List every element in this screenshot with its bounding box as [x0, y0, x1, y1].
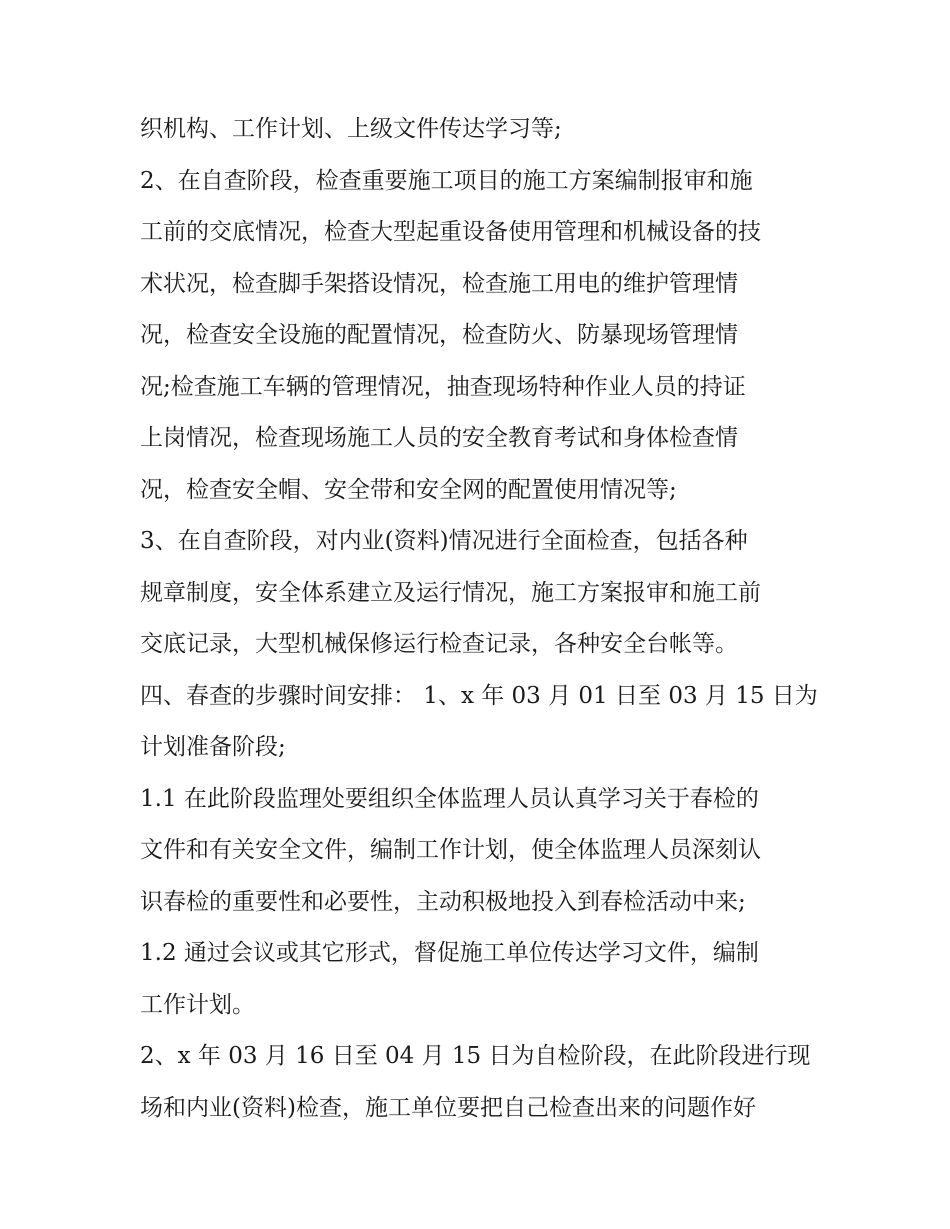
text-line-12: 四、春查的步骤时间安排： 1、x 年 03 月 01 日至 03 月 15 日为	[140, 682, 818, 709]
body-text	[140, 104, 830, 1134]
text-line-5: 况，检查安全设施的配置情况，检查防火、防暴现场管理情	[140, 322, 738, 348]
text-line-2: 2、在自查阶段，检查重要施工项目的施工方案编制报审和施	[140, 167, 753, 194]
text-line-10: 规章制度，安全体系建立及运行情况，施工方案报审和施工前	[140, 579, 761, 606]
text-line-18: 工作计划。	[140, 991, 255, 1018]
text-line-19: 2、x 年 03 月 16 日至 04 月 15 日为自检阶段，在此阶段进行现	[140, 1043, 811, 1069]
text-line-7: 上岗情况，检查现场施工人员的安全教育考试和身体检查情	[140, 425, 738, 451]
text-line-20: 场和内业(资料)检查，施工单位要把自己检查出来的问题作好	[140, 1094, 756, 1121]
text-line-14: 1.1 在此阶段监理处要组织全体监理人员认真学习关于春检的	[140, 785, 759, 812]
text-line-17: 1.2 通过会议或其它形式，督促施工单位传达学习文件，编制	[140, 940, 759, 966]
text-line-9: 3、在自查阶段，对内业(资料)情况进行全面检查，包括各种	[140, 528, 748, 554]
text-line-4: 术状况，检查脚手架搭设情况，检查施工用电的维护管理情	[140, 270, 738, 297]
text-line-8: 况，检查安全帽、安全带和安全网的配置使用情况等;	[140, 476, 677, 503]
text-line-3: 工前的交底情况，检查大型起重设备使用管理和机械设备的技	[140, 219, 761, 245]
text-line-16: 识春检的重要性和必要性，主动积极地投入到春检活动中来;	[140, 888, 746, 915]
text-line-11: 交底记录，大型机械保修运行检查记录，各种安全台帐等。	[140, 631, 738, 657]
text-line-13: 计划准备阶段;	[140, 734, 286, 760]
text-line-15: 文件和有关安全文件，编制工作计划，使全体监理人员深刻认	[140, 837, 761, 863]
text-line-1: 织机构、工作计划、上级文件传达学习等;	[140, 116, 562, 142]
text-line-6: 况;检查施工车辆的管理情况，抽查现场特种作业人员的持证	[140, 373, 746, 400]
